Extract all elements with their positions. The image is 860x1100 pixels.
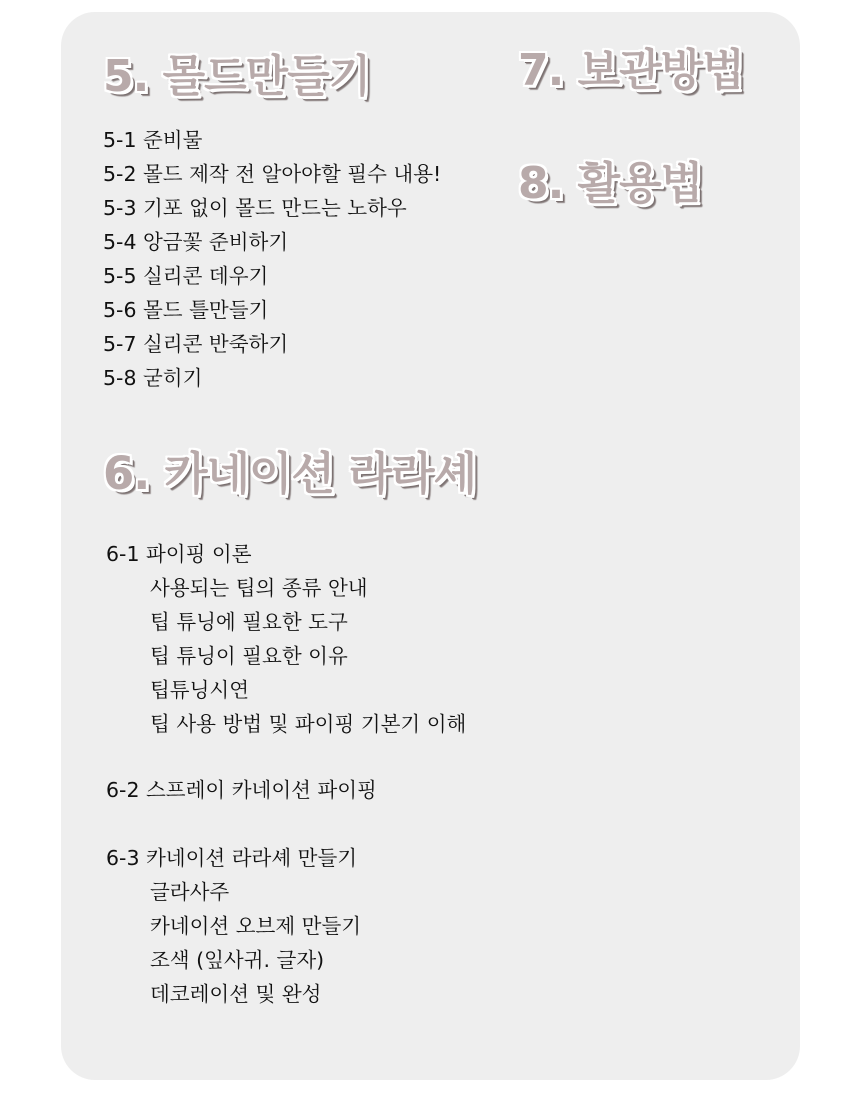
list-item: 데코레이션 및 완성 — [150, 982, 322, 1006]
list-item: 5-6 몰드 틀만들기 — [103, 298, 269, 322]
list-item: 팁튜닝시연 — [150, 678, 250, 702]
section-6-1-list — [106, 537, 466, 741]
group-label: 6-1 파이핑 이론 — [106, 542, 252, 566]
list-item: 5-8 굳히기 — [103, 366, 203, 390]
section-6-heading: 6. 카네이션 라라셰 — [103, 447, 477, 500]
group-label: 6-3 카네이션 라라셰 만들기 — [106, 846, 358, 870]
list-item: 팁 튜닝에 필요한 도구 — [150, 610, 348, 634]
list-item: 조색 (잎사귀. 글자) — [150, 948, 325, 972]
list-item: 팁 튜닝이 필요한 이유 — [150, 644, 348, 668]
list-item: 5-3 기포 없이 몰드 만드는 노하우 — [103, 196, 407, 220]
section-6-2-list — [106, 773, 377, 807]
list-item: 카네이션 오브제 만들기 — [150, 914, 362, 938]
section-5-heading: 5. 몰드만들기 — [103, 51, 371, 102]
section-5-list — [103, 123, 441, 395]
section-6-3-list — [106, 841, 361, 1011]
list-item: 글라사주 — [150, 880, 230, 904]
list-item: 5-2 몰드 제작 전 알아야할 필수 내용! — [103, 162, 442, 186]
list-item: 5-7 실리콘 반죽하기 — [103, 332, 289, 356]
list-item: 사용되는 팁의 종류 안내 — [150, 576, 368, 600]
list-item: 팁 사용 방법 및 파이핑 기본기 이해 — [150, 712, 467, 736]
list-item: 5-1 준비물 — [103, 128, 203, 152]
list-item: 5-5 실리콘 데우기 — [103, 264, 269, 288]
list-item: 5-4 앙금꽃 준비하기 — [103, 230, 289, 254]
group-label: 6-2 스프레이 카네이션 파이핑 — [106, 778, 377, 802]
section-7-heading: 7. 보관방법 — [518, 45, 744, 96]
section-8-heading: 8. 활용법 — [518, 158, 703, 209]
